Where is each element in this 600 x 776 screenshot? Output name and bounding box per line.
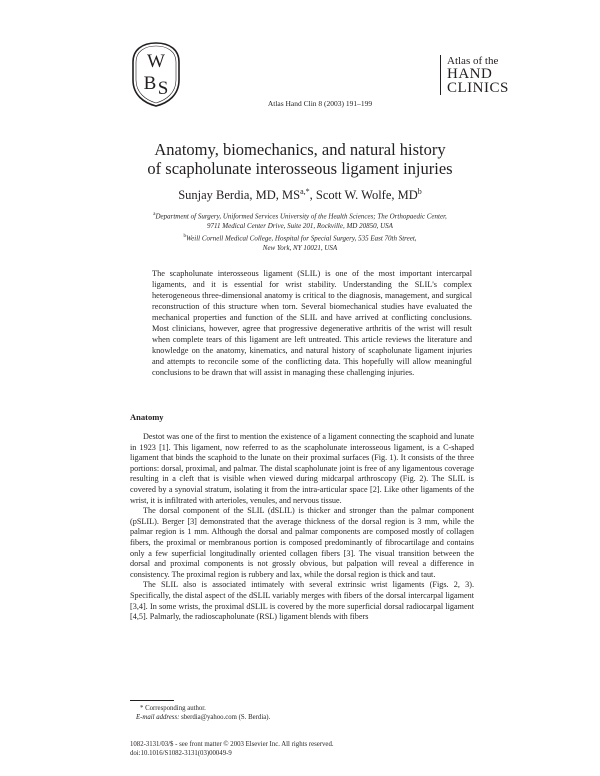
affiliation-b-line1: $^b$Weill Cornell Medical College, Hospital for Special Surgery, 535 East 70th Street, [183,233,417,243]
email-link[interactable]: sberdia@yahoo.com (S. Berdia). [181,714,271,721]
journal-name [440,55,529,95]
copyright-block [130,740,334,758]
author-name: Sunjay Berdia, MD, MS [178,188,301,203]
paragraph: The dorsal component of the SLIL (dSLIL) is thicker and stronger than the palmar component (pSLIL). Berger [3] demonstrated that the average thickness of the dorsal region is 3 mm, while the palmar region is 1 mm. Although the dorsal and palmar components are composed mostly of collagen fibers, the proximal or membranous portion is composed predominantly of fibrocartilage and contains only a few superficial longitudinally oriented collagen fibers [3]. The visual transition between the dorsal and proximal components is not grossly obvious, but palpation will reveal a difference in consistency. The proximal region is rubbery and lax, while the dorsal region is thick and taut. [130,506,474,579]
footnotes [136,704,270,722]
author-list [0,187,600,203]
author-separator: , [309,188,316,203]
author-name: Scott W. Wolfe, MD [315,188,418,203]
journal-name-line1: Atlas of the [447,55,499,67]
svg-text:W: W [147,51,165,72]
article-title [0,140,600,178]
affiliation-mark: b [183,233,186,239]
corresponding-author-note: * Corresponding author. [140,705,206,712]
affiliation-b-line2: New York, NY 10021, USA [262,244,338,253]
email-label: E-mail address: [136,714,180,721]
paragraph: The SLIL also is associated intimately with several extrinsic wrist ligaments (Figs. 2, 3). Specifically, the distal aspect of the dSLIL variably merges with fibers of the dorsal intercarpal ligament [3,4]. In some wrists, the proximal dSLIL is covered by the more superficial dorsal radiocarpal ligament [4,5]. Palmarly, the radioscapholunate (RSL) ligament blends with fibers [130,580,474,622]
footnote-divider [130,700,174,701]
svg-text:B: B [143,73,157,94]
body-text [130,432,474,623]
author-marks: b [417,187,422,196]
paragraph: Destot was one of the first to mention the existence of a ligament connecting the scaphoid and lunate in 1923 [1]. This ligament, now referred to as the scapholunate interosseous ligament, is a C-shaped ligament that binds the scaphoid to the lunate on their proximal surfaces (Fig. 1). It consists of the three portions: dorsal, proximal, and palmar. The distal scapholunate joint is free of any ligamentous coverage resulting in a cleft that is visible when viewed during midcarpal arthroscopy (Fig. 2). The SLIL is covered by a synovial stratum, isolating it from the intra-articular space [2]. Like other ligaments of the wrist, it is infiltrated with arterioles, venules, and nervous tissue. [130,432,474,505]
author-marks: a,* [300,187,310,196]
email-note [136,713,270,722]
svg-text:S: S [157,78,169,99]
journal-name-line3: CLINICS [447,80,509,96]
journal-citation: Atlas Hand Clin 8 (2003) 191–199 [267,99,373,108]
article-title-line1: Anatomy, biomechanics, and natural history [154,140,446,159]
affiliations [0,210,600,254]
affiliation-a-line2: 9711 Medical Center Drive, Suite 201, Rockville, MD 20850, USA [207,222,393,231]
doi-line[interactable]: doi:10.1016/S1082-3131(03)00049-9 [130,750,232,757]
affiliation-a-line1: $^a$Department of Surgery, Uniformed Services University of the Health Sciences; The Orthopaedic Center, [153,212,447,221]
affiliation-mark: a [153,212,156,217]
abstract: The scapholunate interosseous ligament (SLIL) is one of the most important intercarpal ligaments, and it is essential for wrist stability. Understanding the SLIL's complex heterogeneous three-dimensional anatomy is critical to the diagnosis, management, and surgical reconstruction of this structure when torn. Several biomechanical studies have evaluated the mechanical properties and function of the SLIL and have arrived at conflicting conclusions. Most clinicians, however, agree that progressive degenerative arthritis of the wrist will result when complete tears of this ligament are left untreated. This article reviews the literature and knowledge on the anatomy, kinematics, and natural history of scapholunate ligament injuries and attempts to reconcile some of the conflicting data. This hopefully will allow meaningful conclusions to be drawn that will assist in managing these challenging injuries. [152,269,472,377]
article-title-line2: of scapholunate interosseous ligament injuries [147,159,453,178]
section-heading: Anatomy [130,412,164,422]
publisher-logo [130,40,182,108]
copyright-line: 1082-3131/03/$ - see front matter © 2003 Elsevier Inc. All rights reserved. [130,741,334,748]
journal-name-line2: HAND [447,66,493,82]
